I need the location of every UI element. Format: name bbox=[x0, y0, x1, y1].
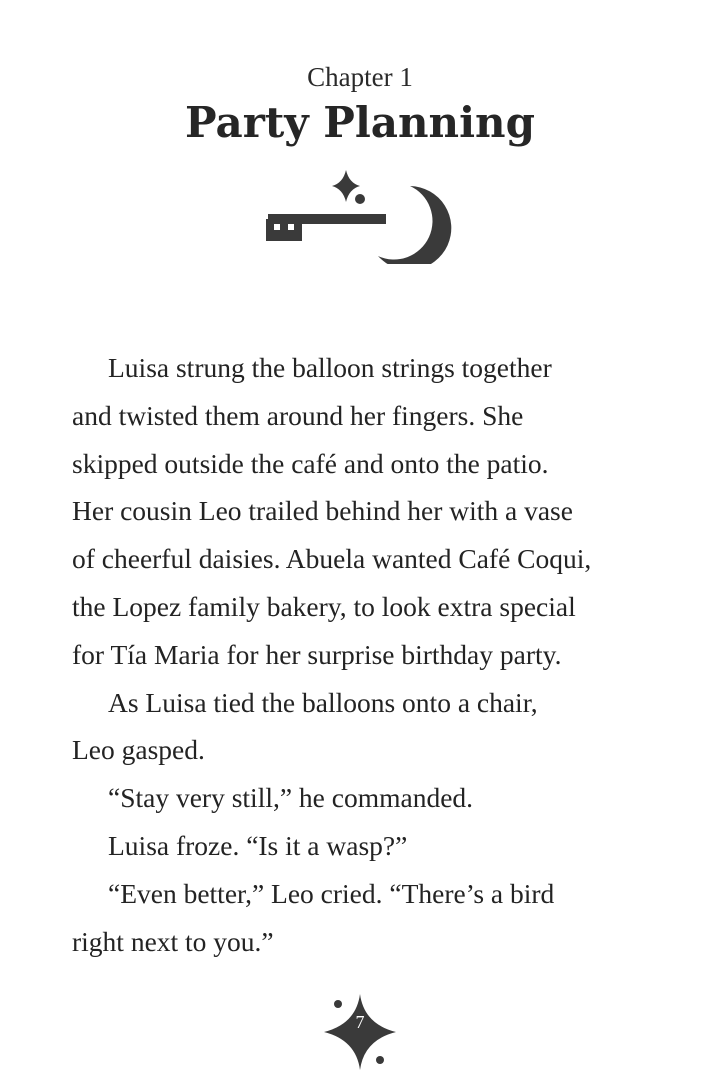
text-line: right next to you.” bbox=[72, 925, 274, 957]
text-line: Luisa froze. “Is it a wasp?” bbox=[108, 829, 408, 861]
text-line: As Luisa tied the balloons onto a chair, bbox=[108, 686, 538, 718]
chapter-label: Chapter 1 bbox=[307, 62, 413, 92]
text-line: Luisa strung the balloon strings together bbox=[108, 352, 552, 383]
text-line: skipped outside the café and onto the patio. bbox=[72, 447, 549, 479]
story-text bbox=[72, 344, 652, 965]
text-line: of cheerful daisies. Abuela wanted Café Coqui, bbox=[72, 543, 592, 575]
paragraph bbox=[72, 774, 652, 822]
text-line: Leo gasped. bbox=[72, 734, 205, 766]
chapter-title: Party Planning bbox=[185, 98, 535, 147]
paragraph bbox=[72, 870, 652, 966]
text-line: Her cousin Leo trailed behind her with a vase bbox=[72, 495, 573, 527]
page-number: 7 bbox=[355, 1012, 365, 1032]
key-and-moon-icon bbox=[260, 164, 460, 264]
paragraph bbox=[72, 344, 652, 679]
paragraph bbox=[72, 822, 652, 870]
text-line: the Lopez family bakery, to look extra special bbox=[72, 590, 576, 622]
text-line: “Even better,” Leo cried. “There’s a bird bbox=[108, 877, 555, 909]
text-line: “Stay very still,” he commanded. bbox=[108, 782, 474, 814]
paragraph bbox=[72, 679, 652, 775]
text-line: and twisted them around her fingers. She bbox=[72, 399, 524, 431]
text-line: for Tía Maria for her surprise birthday party. bbox=[72, 638, 562, 670]
